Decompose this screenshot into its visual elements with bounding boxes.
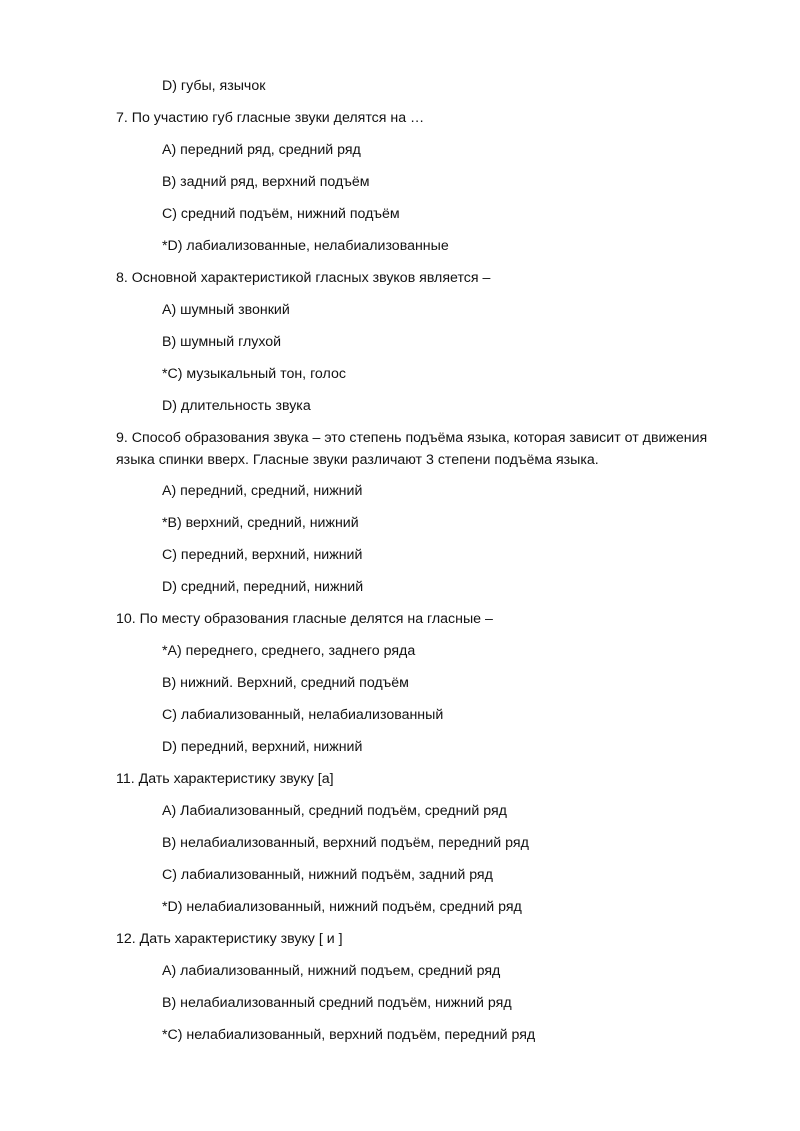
q12-option-b: В) нелабиализованный средний подъём, нижний ряд [162,995,512,1011]
q8-option-b: В) шумный глухой [162,334,282,350]
q11-option-d: *D) нелабиализованный, нижний подъём, средний ряд [162,899,522,915]
q12-option-c: *С) нелабиализованный, верхний подъём, передний ряд [162,1027,536,1043]
q7-option-a: А) передний ряд, средний ряд [162,142,361,158]
q7-option-d: *D) лабиализованные, нелабиализованные [162,238,449,254]
q8-option-a: А) шумный звонкий [162,302,290,318]
lead-option: D) губы, язычок [162,78,266,94]
question-12: 12. Дать характеристику звуку [ и ] [116,931,343,947]
question-9: 9. Способ образования звука – это степень подъёма языка, которая зависит от движения языка спинки вверх. Гласные звуки различают 3 степени подъёма языка. [116,430,708,468]
q8-option-d: D) длительность звука [162,398,311,414]
q10-option-c: С) лабиализованный, нелабиализованный [162,707,444,723]
question-8: 8. Основной характеристикой гласных звуков является – [116,270,491,286]
q10-option-b: В) нижний. Верхний, средний подъём [162,675,409,691]
q7-option-c: С) средний подъём, нижний подъём [162,206,400,222]
question-11: 11. Дать характеристику звуку [а] [116,771,334,787]
q10-option-a: *А) переднего, среднего, заднего ряда [162,643,416,659]
q11-option-b: В) нелабиализованный, верхний подъём, передний ряд [162,835,529,851]
q9-option-b: *В) верхний, средний, нижний [162,515,359,531]
q10-option-d: D) передний, верхний, нижний [162,739,363,755]
q12-option-a: А) лабиализованный, нижний подъем, средний ряд [162,963,501,979]
question-10: 10. По месту образования гласные делятся на гласные – [116,611,493,627]
q9-option-a: А) передний, средний, нижний [162,483,363,499]
q8-option-c: *С) музыкальный тон, голос [162,366,346,382]
q7-option-b: В) задний ряд, верхний подъём [162,174,370,190]
q9-option-c: С) передний, верхний, нижний [162,547,363,563]
q11-option-c: С) лабиализованный, нижний подъём, задний ряд [162,867,493,883]
q9-option-d: D) средний, передний, нижний [162,579,364,595]
q11-option-a: А) Лабиализованный, средний подъём, средний ряд [162,803,507,819]
question-7: 7. По участию губ гласные звуки делятся на … [116,110,425,126]
